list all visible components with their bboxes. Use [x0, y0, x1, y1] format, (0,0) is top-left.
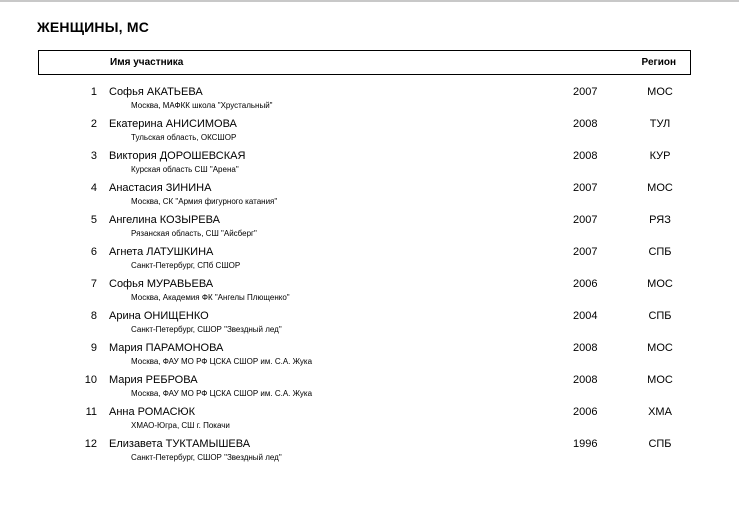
participant-name: Елизавета ТУКТАМЫШЕВА — [109, 438, 251, 450]
participant-rank: 11 — [85, 406, 97, 418]
participant-row — [0, 438, 739, 470]
participant-row — [0, 374, 739, 406]
participant-name: Мария ПАРАМОНОВА — [109, 342, 224, 354]
participant-region: СПБ — [648, 438, 672, 450]
participant-rank: 3 — [90, 150, 97, 162]
participant-region: МОС — [647, 182, 673, 194]
participant-name: Мария РЕБРОВА — [109, 374, 198, 386]
participant-club: Москва, ФАУ МО РФ ЦСКА СШОР им. С.А. Жука — [131, 389, 313, 398]
participant-region: ТУЛ — [649, 118, 671, 130]
participant-rank: 2 — [90, 118, 97, 130]
participant-name: Екатерина АНИСИМОВА — [109, 118, 237, 130]
participant-row — [0, 406, 739, 438]
participant-rank: 4 — [90, 182, 97, 194]
participant-row — [0, 278, 739, 310]
participant-year: 1996 — [573, 438, 598, 450]
header-name-label: Имя участника — [110, 57, 184, 68]
participant-region: МОС — [647, 342, 673, 354]
participant-club: ХМАО-Югра, СШ г. Покачи — [131, 421, 230, 430]
participant-list — [0, 86, 739, 470]
participant-year: 2006 — [573, 278, 598, 290]
top-divider — [0, 0, 739, 2]
participant-name: Виктория ДОРОШЕВСКАЯ — [109, 150, 246, 162]
participant-name: Анна РОМАСЮК — [109, 406, 196, 418]
participant-year: 2007 — [573, 246, 598, 258]
participant-club: Москва, Академия ФК "Ангелы Плющенко" — [131, 293, 290, 302]
participant-year: 2004 — [573, 310, 598, 322]
participant-region: ХМА — [648, 406, 672, 418]
participant-row — [0, 118, 739, 150]
participant-name: Софья МУРАВЬЕВА — [109, 278, 214, 290]
participant-club: Москва, МАФКК школа "Хрустальный" — [131, 101, 273, 110]
participant-region: СПБ — [648, 310, 672, 322]
participant-region: МОС — [647, 86, 673, 98]
participant-name: Арина ОНИЩЕНКО — [109, 310, 209, 322]
participant-year: 2007 — [573, 86, 598, 98]
participant-name: Софья АКАТЬЕВА — [109, 86, 203, 98]
participant-rank: 8 — [90, 310, 97, 322]
participant-club: Санкт-Петербург, СШОР "Звездный лед" — [131, 453, 282, 462]
participant-region: КУР — [649, 150, 671, 162]
participant-name: Ангелина КОЗЫРЕВА — [109, 214, 220, 226]
participant-row — [0, 86, 739, 118]
participant-year: 2008 — [573, 150, 598, 162]
participant-name: Агнета ЛАТУШКИНА — [109, 246, 214, 258]
participant-row — [0, 246, 739, 278]
participant-club: Санкт-Петербург, СШОР "Звездный лед" — [131, 325, 282, 334]
participant-rank: 10 — [84, 374, 97, 386]
participant-region: МОС — [647, 374, 673, 386]
participant-club: Тульская область, ОКСШОР — [131, 133, 237, 142]
participant-rank: 5 — [90, 214, 97, 226]
header-region-label: Регион — [641, 57, 676, 68]
participant-year: 2007 — [573, 214, 598, 226]
participant-club: Санкт-Петербург, СПб СШОР — [131, 261, 241, 270]
participant-year: 2006 — [573, 406, 598, 418]
participant-year: 2007 — [573, 182, 598, 194]
participant-row — [0, 182, 739, 214]
participant-row — [0, 310, 739, 342]
participant-year: 2008 — [573, 374, 598, 386]
participant-club: Москва, СК "Армия фигурного катания" — [131, 197, 278, 206]
participant-row — [0, 150, 739, 182]
participant-club: Москва, ФАУ МО РФ ЦСКА СШОР им. С.А. Жука — [131, 357, 313, 366]
participant-club: Курская область СШ "Арена" — [131, 165, 239, 174]
participant-row — [0, 214, 739, 246]
participant-club: Рязанская область, СШ "Айсберг" — [131, 229, 257, 238]
participant-region: МОС — [647, 278, 673, 290]
participant-region: РЯЗ — [649, 214, 671, 226]
participant-rank: 6 — [90, 246, 97, 258]
participant-year: 2008 — [573, 118, 598, 130]
participant-row — [0, 342, 739, 374]
participant-region: СПБ — [648, 246, 672, 258]
participant-name: Анастасия ЗИНИНА — [109, 182, 212, 194]
participant-year: 2008 — [573, 342, 598, 354]
participant-rank: 12 — [84, 438, 97, 450]
participant-rank: 1 — [90, 86, 97, 98]
participant-rank: 9 — [90, 342, 97, 354]
table-header — [38, 50, 691, 75]
participant-rank: 7 — [90, 278, 97, 290]
page-title: ЖЕНЩИНЫ, МС — [37, 19, 149, 35]
